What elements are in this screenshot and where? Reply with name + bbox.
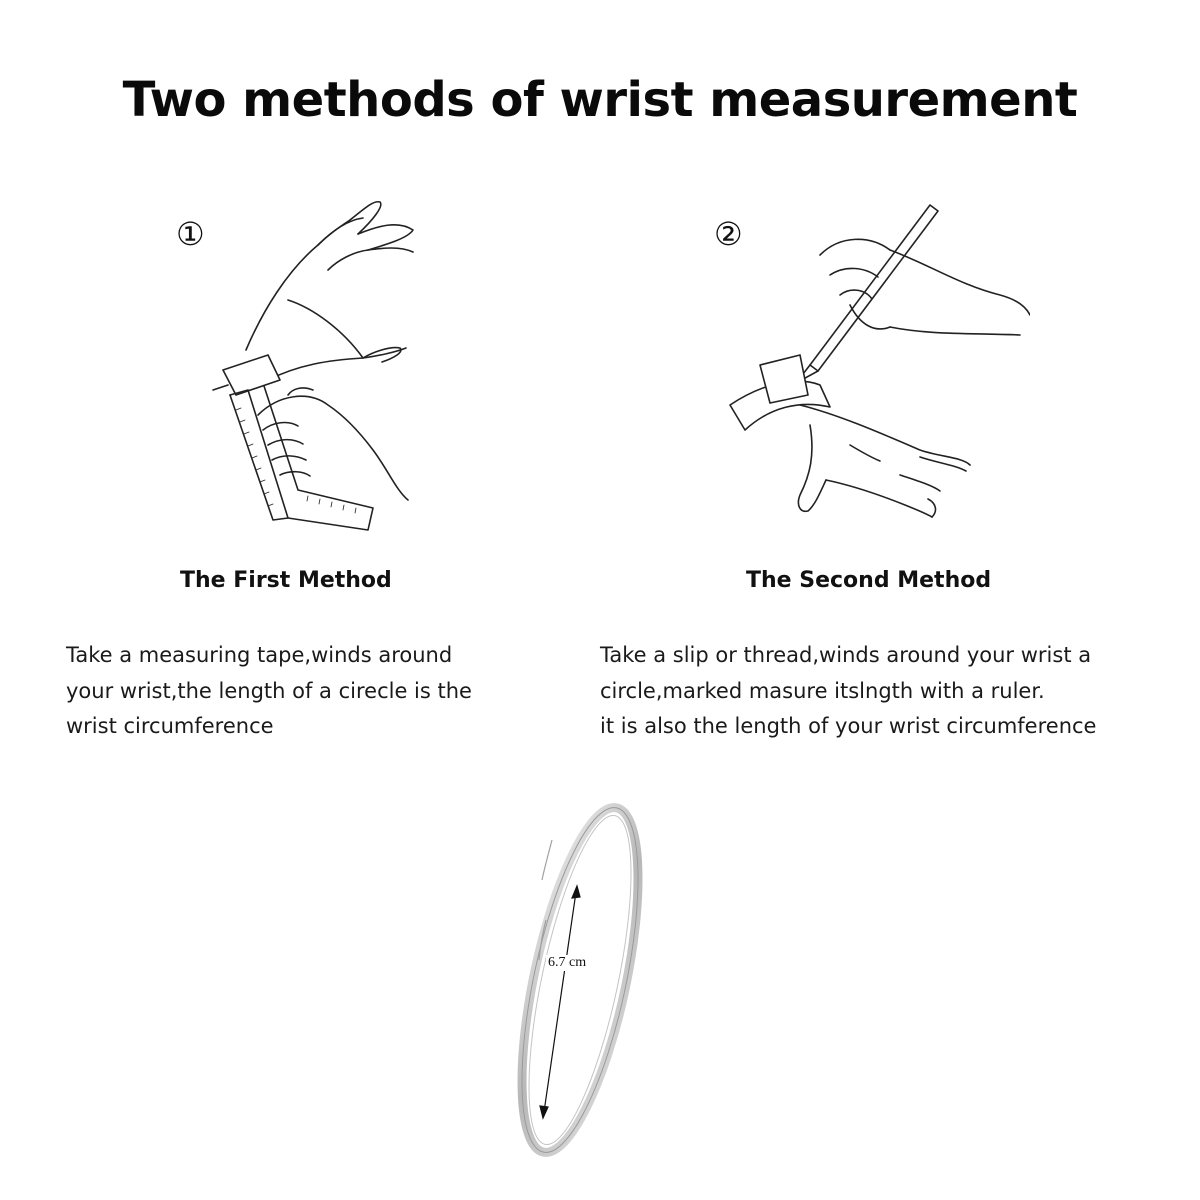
step-number-2: ②: [714, 215, 743, 253]
step-number-1: ①: [176, 215, 205, 253]
description-line: circle,marked masure itslngth with a ruler.: [600, 678, 1045, 703]
bangle-measurement-label: 6.7 cm: [548, 955, 587, 970]
description-line: Take a measuring tape,winds around: [66, 643, 453, 667]
second-method-description: [600, 638, 1096, 745]
second-method-heading: The Second Method: [746, 568, 992, 593]
paper-strip-wrist-illustration: [700, 195, 1030, 545]
description-line: wrist circumference: [66, 714, 274, 738]
description-line: your wrist,the length of a cirecle is the: [66, 678, 472, 703]
tape-measure-wrist-illustration: [168, 190, 418, 550]
description-line: it is also the length of your wrist circumference: [600, 714, 1097, 738]
bangle-diameter-figure: [490, 800, 670, 1160]
first-method-heading: The First Method: [180, 568, 392, 593]
first-method-description: [66, 638, 472, 745]
page-title: Two methods of wrist measurement: [122, 72, 1078, 128]
bangle-icon: [498, 800, 661, 1160]
description-line: Take a slip or thread,winds around your wrist a: [600, 643, 1092, 667]
